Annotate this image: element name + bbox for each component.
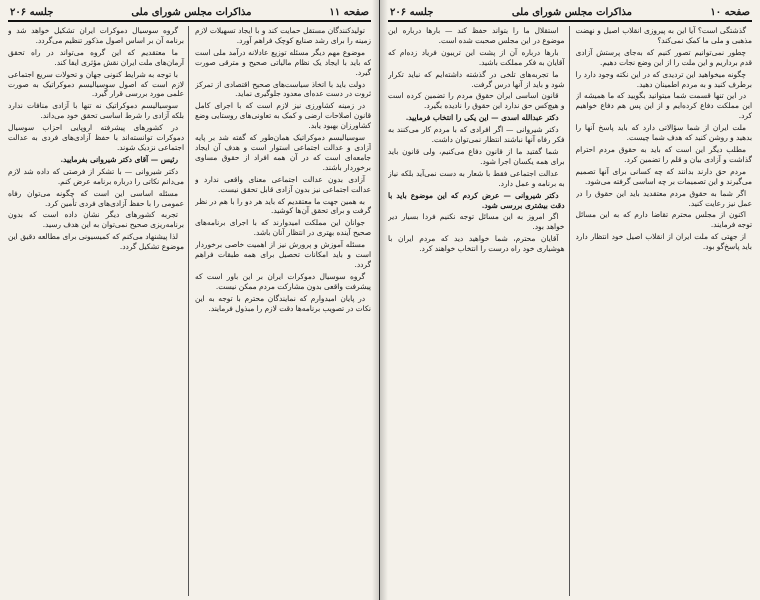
paragraph: اکنون از مجلس محترم تقاضا دارم که به این مسائل توجه فرمایند. bbox=[575, 210, 752, 230]
paragraph: قانون اساسی ایران حقوق مردم را تضمین کرده است و هیچ‌کس حق ندارد این حقوق را نادیده بگیرد. bbox=[388, 91, 565, 111]
paragraph: آقایان محترم، شما خواهید دید که مردم ایران با هوشیاری خود راه درست را انتخاب خواهند کرد. bbox=[388, 234, 565, 254]
paragraph: سوسیالیسم دموکراتیک نه تنها با آزادی منافات ندارد بلکه آزادی را شرط اساسی تحقق خود می‌داند. bbox=[8, 101, 184, 121]
paragraph: از جهتی که ملت ایران از انقلاب اصیل خود انتظار دارد باید پاسخ‌گو بود. bbox=[575, 232, 752, 252]
paragraph: گذشتگی است؟ آیا این به پیروزی انقلاب اصیل و نهضت مذهبی و ملی ما کمک نمی‌کند؟ bbox=[575, 26, 752, 45]
right-page-session: جلسه ۲۰۶ bbox=[390, 7, 434, 18]
paragraph: اگر امروز به این مسائل توجه نکنیم فردا بسیار دیر خواهد بود. bbox=[388, 212, 565, 232]
left-page-column-2 bbox=[8, 26, 189, 596]
paragraph: مطلب دیگر این است که باید به حقوق مردم احترام گذاشت و آزادی بیان و قلم را تضمین کرد. bbox=[575, 144, 752, 164]
left-page-number: صفحه ۱۱ bbox=[329, 7, 369, 18]
paragraph: استقلال ما را بتواند حفظ کند — بارها درباره این موضوع در این مجلس صحبت شده است. bbox=[388, 26, 565, 45]
right-page bbox=[380, 0, 760, 600]
paragraph: گروه سوسیال دموکرات ایران بر این باور است که پیشرفت واقعی بدون مشارکت مردم ممکن نیست. bbox=[195, 271, 371, 291]
right-page-columns bbox=[388, 26, 752, 596]
paragraph: ما تجربه‌های تلخی در گذشته داشته‌ایم که نباید تکرار شود و باید از آنها درس گرفت. bbox=[388, 69, 565, 89]
paragraph: چطور نمی‌توانیم تصور کنیم که به‌جای پرستش آزادی قدم برداریم و این ملت را از این وضع نجات دهیم. bbox=[575, 47, 752, 67]
paragraph: چگونه میخواهید این تردیدی که در این نکته وجود دارد را برطرف کنید و به مردم اطمینان دهید. bbox=[575, 69, 752, 89]
paragraph: در این تنها قسمت شما میتوانید بگویید که ما همیشه از این مملکت دفاع کرده‌ایم و از این پس هم دفاع خواهیم کرد. bbox=[575, 91, 752, 121]
paragraph: دکتر شیروانی — با تشکر از فرصتی که داده شد لازم می‌دانم نکاتی را درباره برنامه عرض کنم. bbox=[8, 166, 184, 186]
speaker-line: دکتر شیروانی — عرض کردم که این موضوع باید با دقت بیشتری بررسی شود. bbox=[388, 190, 565, 210]
right-page-column-2 bbox=[388, 26, 570, 596]
right-page-header bbox=[388, 6, 752, 22]
speaker-line: دکتر عبدالله اسدی — این یکی را انتخاب فرمایید. bbox=[405, 113, 559, 123]
paragraph: تولیدکنندگان مستقل حمایت کند و با ایجاد تسهیلات لازم زمینه را برای رشد صنایع کوچک فراهم آورد. bbox=[195, 26, 371, 45]
paragraph: شما گفتید ما از قانون دفاع می‌کنیم، ولی قانون باید برای همه یکسان اجرا شود. bbox=[388, 146, 565, 166]
paragraph: ملت ایران از شما سؤالاتی دارد که باید پاسخ آنها را بدهید و روشن کنید که هدف شما چیست. bbox=[575, 123, 752, 143]
paragraph: با توجه به شرایط کنونی جهان و تحولات سریع اجتماعی لازم است که اصول سوسیالیسم دموکراتیک به صورت علمی مورد بررسی قرار گیرد. bbox=[8, 69, 184, 99]
left-page-column-1 bbox=[195, 26, 371, 596]
paragraph: اگر شما به حقوق مردم معتقدید باید این حقوق را در عمل نیز رعایت کنید. bbox=[575, 188, 752, 208]
paragraph: جوانان این مملکت امیدوارند که با اجرای برنامه‌های صحیح آینده بهتری در انتظار آنان باشد. bbox=[195, 218, 371, 238]
left-page-title: مذاکرات مجلس شورای ملی bbox=[131, 7, 252, 18]
left-page-columns bbox=[8, 26, 371, 596]
paragraph: دولت باید با اتخاذ سیاست‌های صحیح اقتصادی از تمرکز ثروت در دست عده‌ای معدود جلوگیری نماید. bbox=[195, 79, 371, 99]
paragraph: تجربه کشورهای دیگر نشان داده است که بدون برنامه‌ریزی صحیح نمی‌توان به این هدف رسید. bbox=[8, 210, 184, 230]
paragraph: مسئله آموزش و پرورش نیز از اهمیت خاصی برخوردار است و باید امکانات تحصیل برای همه طبقات فراهم گردد. bbox=[195, 240, 371, 269]
paragraph: به همین جهت ما معتقدیم که باید هر دو را با هم در نظر گرفت و برای تحقق آن‌ها کوشید. bbox=[195, 196, 371, 216]
left-page-session: جلسه ۲۰۶ bbox=[10, 7, 54, 18]
paragraph: مردم حق دارند بدانند که چه کسانی برای آنها تصمیم می‌گیرند و این تصمیمات بر چه اساسی گرفته می‌شود. bbox=[575, 166, 752, 186]
paragraph: عدالت اجتماعی فقط با شعار به دست نمی‌آید بلکه نیاز به برنامه و عمل دارد. bbox=[388, 168, 565, 188]
paragraph: مسئله اساسی این است که چگونه می‌توان رفاه عمومی را با حفظ آزادی‌های فردی تأمین کرد. bbox=[8, 188, 184, 208]
paragraph: بارها درباره آن از پشت این تریبون فریاد زده‌ام که آقایان به فکر مملکت باشید. bbox=[388, 47, 565, 67]
paragraph: موضوع مهم دیگر مسئله توزیع عادلانه درآمد ملی است که باید با ایجاد یک نظام مالیاتی صحیح و مترقی صورت گیرد. bbox=[195, 47, 371, 77]
paragraph: گروه سوسیال دموکرات ایران تشکیل خواهد شد و برنامه آن بر اساس اصول مذکور تنظیم می‌گردد. bbox=[8, 26, 184, 45]
right-page-number: صفحه ۱۰ bbox=[710, 7, 750, 18]
left-page-header bbox=[8, 6, 371, 22]
speaker-line: رئیس — آقای دکتر شیروانی بفرمایید. bbox=[60, 154, 178, 164]
paragraph: در پایان امیدوارم که نمایندگان محترم با توجه به این نکات در تصویب برنامه‌ها دقت لازم را مبذول فرمایند. bbox=[195, 293, 371, 313]
paragraph: لذا پیشنهاد می‌کنم که کمیسیونی برای مطالعه دقیق این موضوع تشکیل گردد. bbox=[8, 232, 184, 252]
paragraph: دکتر شیروانی — اگر افرادی که با مردم کار می‌کنند به فکر رفاه آنها نباشند انتظار نمی‌توان داشت. bbox=[388, 125, 565, 145]
paragraph: در کشورهای پیشرفته اروپایی احزاب سوسیال دموکرات توانسته‌اند با حفظ آزادی‌های فردی به عدالت اجتماعی نزدیک شوند. bbox=[8, 123, 184, 152]
paragraph: سوسیالیسم دموکراتیک همان‌طور که گفته شد بر پایه آزادی و عدالت اجتماعی استوار است و هدف آن ایجاد جامعه‌ای است که در آن همه افراد از حقوق مساوی برخوردار باشند. bbox=[195, 133, 371, 172]
right-page-column-1 bbox=[576, 26, 753, 596]
paragraph: ما معتقدیم که این گروه می‌تواند در راه تحقق آرمان‌های ملت ایران نقش مؤثری ایفا کند. bbox=[8, 47, 184, 67]
paragraph: آزادی بدون عدالت اجتماعی معنای واقعی ندارد و عدالت اجتماعی نیز بدون آزادی قابل تحقق نیست. bbox=[195, 174, 371, 194]
right-page-title: مذاکرات مجلس شورای ملی bbox=[511, 7, 632, 18]
paragraph: در زمینه کشاورزی نیز لازم است که با اجرای کامل قانون اصلاحات ارضی و کمک به تعاونی‌های روستایی وضع کشاورزان بهبود یابد. bbox=[195, 101, 371, 131]
